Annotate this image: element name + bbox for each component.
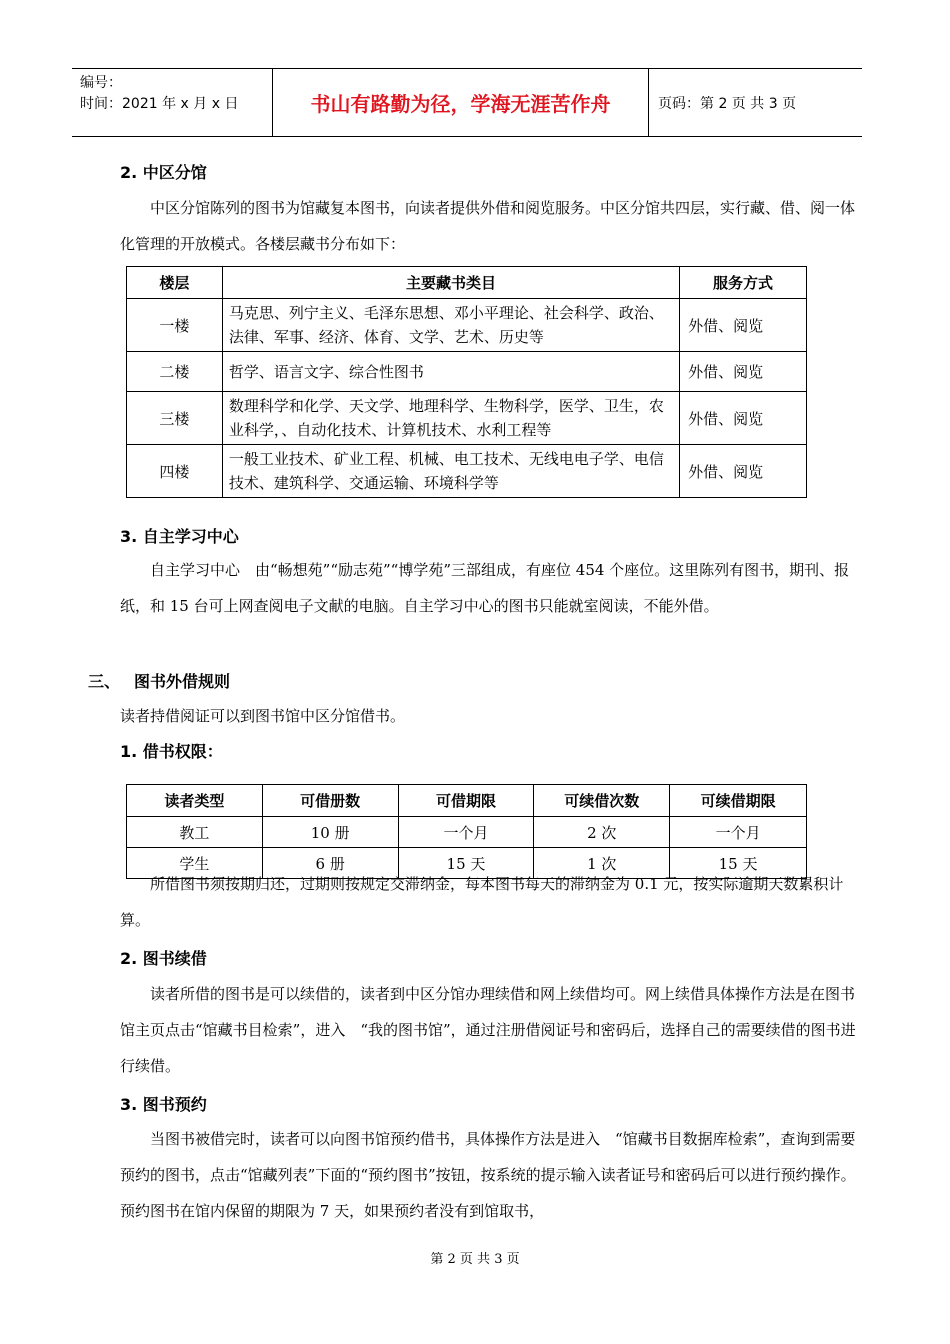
table-header-row [127, 267, 807, 299]
column-header: 楼层 [127, 267, 223, 299]
number-label: 编号： [80, 75, 122, 91]
time-label: 时间：2021 年 x 月 x 日 [80, 96, 239, 112]
floor-cell: 三楼 [127, 392, 223, 445]
service-cell: 外借、阅览 [680, 445, 807, 498]
category-cell: 一般工业技术、矿业工程、机械、电工技术、无线电电子学、电信技术、建筑科学、交通运输、环境科学等 [222, 445, 679, 498]
paragraph-reserve: 当图书被借完时，读者可以向图书馆预约借书，具体操作方法是进入 “馆藏书目数据库检索”，查询到需要预约的图书，点击“馆藏列表”下面的“预约图书”按钮，按系统的提示输入读者证号和密码后可以进行预约操作。预约图书在馆内保留的期限为 7 天，如果预约者没有到馆取书， [120, 1130, 856, 1220]
heading-borrow-rules [88, 669, 230, 692]
column-header: 可续借次数 [534, 785, 670, 817]
service-cell: 外借、阅览 [680, 392, 807, 445]
table-cell: 一个月 [398, 817, 534, 848]
paragraph-fine: 所借图书须按期归还，过期则按规定交滞纳金，每本图书每天的滞纳金为 0.1 元，按实际逾期天数累积计算。 [120, 875, 844, 929]
paragraph-zhongqu: 中区分馆陈列的图书为馆藏复本图书，向读者提供外借和阅览服务。中区分馆共四层，实行藏、借、阅一体化管理的开放模式。各楼层藏书分布如下： [120, 199, 856, 253]
section-number: 三、 [88, 672, 121, 691]
floor-cell: 四楼 [127, 445, 223, 498]
paragraph-study-center: 自主学习中心 由“畅想苑”“励志苑”“博学苑”三部组成，有座位 454 个座位。这里陈列有图书，期刊、报纸，和 15 台可上网查阅电子文献的电脑。自主学习中心的图书只能就室阅读，不能外借。 [120, 561, 850, 615]
header-motto: 书山有路勤为径，学海无涯苦作舟 [310, 92, 611, 116]
header-meta [80, 73, 270, 115]
section-title: 图书外借规则 [134, 672, 231, 691]
table-cell: 15 天 [398, 848, 534, 879]
category-cell: 哲学、语言文字、综合性图书 [222, 352, 679, 392]
heading-borrow-rights: 1. 借书权限： [120, 742, 223, 761]
column-header: 可续借期限 [670, 785, 807, 817]
column-header: 读者类型 [127, 785, 263, 817]
paragraph-borrow-intro: 读者持借阅证可以到图书馆中区分馆借书。 [120, 707, 406, 725]
table-cell: 一个月 [670, 817, 807, 848]
category-cell: 马克思、列宁主义、毛泽东思想、邓小平理论、社会科学、政治、法律、军事、经济、体育、文学、艺术、历史等 [222, 299, 679, 352]
table-cell: 15 天 [670, 848, 807, 879]
header-page-code: 页码：第 2 页 共 3 页 [658, 95, 797, 112]
service-cell: 外借、阅览 [680, 352, 807, 392]
column-header: 服务方式 [680, 267, 807, 299]
page-header [72, 68, 862, 137]
table-cell: 学生 [127, 848, 263, 879]
table-row [127, 352, 807, 392]
table-header-row [127, 785, 807, 817]
floor-cell: 二楼 [127, 352, 223, 392]
column-header: 可借册数 [262, 785, 398, 817]
table-row [127, 299, 807, 352]
table-cell: 教工 [127, 817, 263, 848]
floor-table [126, 266, 807, 498]
category-cell: 数理科学和化学、天文学、地理科学、生物科学，医学、卫生，农业科学，、自动化技术、计算机技术、水利工程等 [222, 392, 679, 445]
heading-study-center: 3. 自主学习中心 [120, 527, 239, 546]
table-cell: 1 次 [534, 848, 670, 879]
heading-reserve: 3. 图书预约 [120, 1095, 207, 1114]
table-row [127, 817, 807, 848]
table-cell: 6 册 [262, 848, 398, 879]
table-cell: 10 册 [262, 817, 398, 848]
column-header: 可借期限 [398, 785, 534, 817]
header-divider [648, 69, 649, 136]
heading-zhongqu: 2. 中区分馆 [120, 163, 207, 182]
page-footer: 第 2 页 共 3 页 [430, 1252, 520, 1267]
table-row [127, 392, 807, 445]
paragraph-renew: 读者所借的图书是可以续借的，读者到中区分馆办理续借和网上续借均可。网上续借具体操作方法是在图书馆主页点击“馆藏书目检索”，进入 “我的图书馆”，通过注册借阅证号和密码后，选择自己的需要续借的图书进行续借。 [120, 985, 856, 1075]
floor-cell: 一楼 [127, 299, 223, 352]
heading-renew: 2. 图书续借 [120, 949, 207, 968]
column-header: 主要藏书类目 [222, 267, 679, 299]
service-cell: 外借、阅览 [680, 299, 807, 352]
loan-table [126, 784, 807, 879]
table-cell: 2 次 [534, 817, 670, 848]
table-row [127, 445, 807, 498]
